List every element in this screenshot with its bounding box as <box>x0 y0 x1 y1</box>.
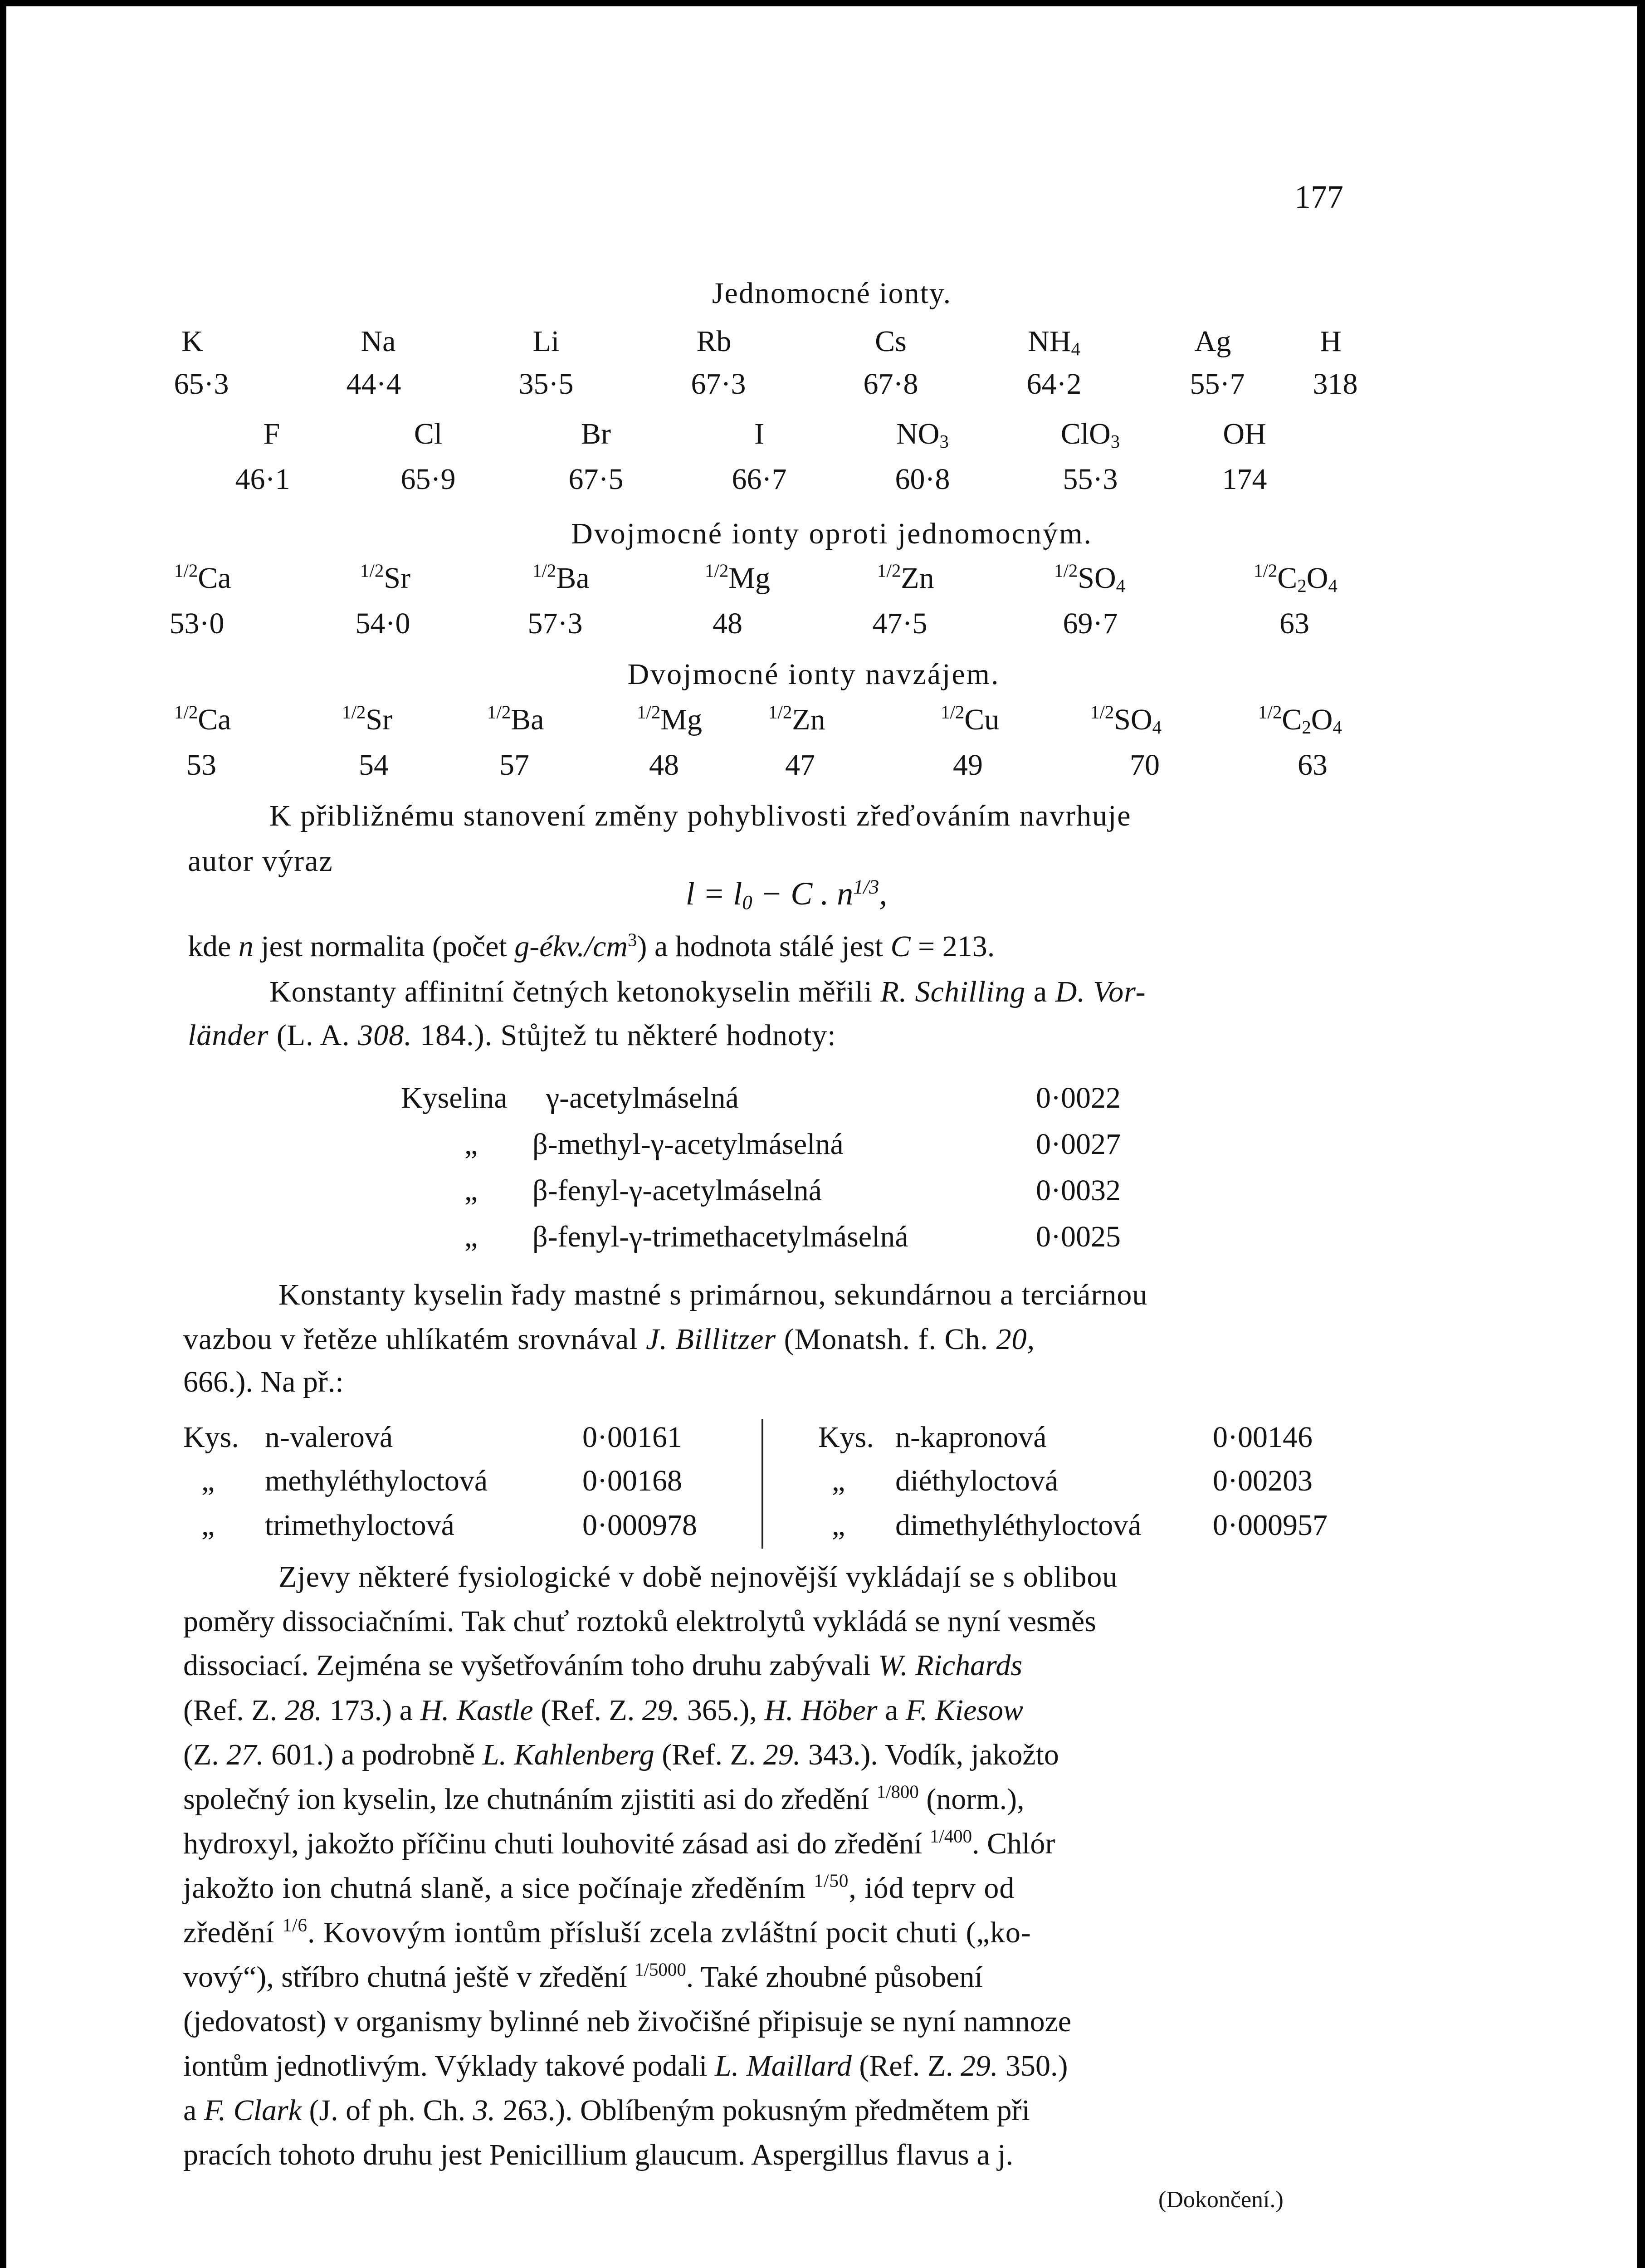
acid-constant: 0·000978 <box>582 1509 697 1542</box>
ion-symbol: $^{1/2}$Zn <box>768 702 825 736</box>
acid-constant: 0·00203 <box>1213 1464 1313 1497</box>
paragraph-line: a F. Clark (J. of ph. Ch. 3. 263.). Oblíbeným pokusným předmětem při <box>183 2094 1030 2127</box>
ion-symbol: OH <box>1223 417 1266 450</box>
ion-symbol: $^{1/2}C_2O_4$ <box>1254 560 1337 596</box>
acid-prefix: „ <box>832 1509 845 1542</box>
acid-name: β-fenyl-γ-trimethacetylmáselná <box>532 1220 908 1253</box>
paragraph-line: Zjevy některé fysiologické v době nejnovější vykládají se s oblibou <box>278 1560 1118 1593</box>
acid-constant: 0·0027 <box>1036 1128 1121 1161</box>
paragraph-line: vový“), stříbro chutná ještě v zředění $^{1/5000}$. Také zhoubné působení <box>183 1959 983 1994</box>
mobility-value: 60·8 <box>895 463 950 496</box>
ion-symbol: $NO_3$ <box>896 417 949 452</box>
ion-symbol: $^{1/2}SO_4$ <box>1054 560 1126 596</box>
acid-prefix: „ <box>464 1174 478 1207</box>
mobility-value: 70 <box>1130 748 1160 782</box>
ion-symbol: Rb <box>696 325 732 358</box>
acid-constant: 0·0022 <box>1036 1081 1121 1114</box>
acid-constant: 0·0032 <box>1036 1174 1121 1207</box>
ion-symbol: $^{1/2}$Ca <box>174 560 231 595</box>
acid-prefix: „ <box>464 1220 478 1253</box>
acid-name: dimethyléthyloctová <box>895 1509 1142 1542</box>
mobility-value: 67·5 <box>568 463 624 496</box>
acid-prefix: Kys. <box>183 1421 239 1454</box>
paragraph-line: länder (L. A. 308. 184.). Stůjtež tu některé hodnoty: <box>188 1019 836 1052</box>
acid-constant: 0·0025 <box>1036 1220 1121 1253</box>
acid-prefix: „ <box>464 1128 478 1161</box>
mobility-value: 48 <box>649 748 679 782</box>
acid-constant: 0·000957 <box>1213 1509 1328 1542</box>
ion-symbol: H <box>1320 325 1342 358</box>
ion-symbol: $^{1/2}$Sr <box>342 702 392 736</box>
acid-prefix: „ <box>201 1509 215 1542</box>
acid-name: γ-acetylmáselná <box>546 1081 739 1114</box>
ion-symbol: Na <box>361 325 396 358</box>
paragraph-line: Konstanty kyselin řady mastné s primárnou, sekundárnou a terciárnou <box>278 1278 1148 1311</box>
paragraph-line: hydroxyl, jakožto příčinu chuti louhovité zásad asi do zředění $^{1/400}$. Chlór <box>183 1826 1055 1860</box>
mobility-value: 55·3 <box>1063 463 1118 496</box>
ion-symbol: ClO$_3$ <box>1060 417 1120 452</box>
mobility-value: 174 <box>1222 463 1267 496</box>
formula: $l = l_0 - C$ . $n^{1/3}$, <box>685 875 888 914</box>
ion-symbol: $^{1/2}SO_4$ <box>1090 702 1162 738</box>
ion-symbol: $^{1/2}$Zn <box>877 560 934 595</box>
mobility-value: 57 <box>499 748 529 782</box>
mobility-value: 47·5 <box>872 607 927 640</box>
paragraph-line: pracích tohoto druhu jest Penicillium glaucum. Aspergillus flavus a j. <box>183 2138 1013 2171</box>
ion-symbol: $^{1/2}$Ba <box>532 560 590 595</box>
paragraph-line: autor výraz <box>188 845 333 878</box>
ion-symbol: K <box>181 325 203 358</box>
acid-name: trimethyloctová <box>265 1509 454 1542</box>
mobility-value: 318 <box>1313 367 1358 401</box>
mobility-value: 53 <box>186 748 216 782</box>
acid-name: β-fenyl-γ-acetylmáselná <box>532 1174 822 1207</box>
mobility-value: 57·3 <box>527 607 583 640</box>
acid-constant: 0·00168 <box>582 1464 682 1497</box>
ion-symbol: $^{1/2}$Mg <box>705 560 770 595</box>
acid-prefix: „ <box>201 1464 215 1497</box>
acid-name: n-kapronová <box>895 1421 1047 1454</box>
acid-prefix: Kys. <box>818 1421 874 1454</box>
paragraph-line: K přibližnému stanovení změny pohyblivosti zřeďováním navrhuje <box>269 799 1132 832</box>
ion-symbol: $^{1/2}$Ba <box>487 702 544 736</box>
paragraph-line: iontům jednotlivým. Výklady takové podali L. Maillard (Ref. Z. 29. 350.) <box>183 2049 1068 2082</box>
mobility-value: 49 <box>953 748 983 782</box>
mobility-value: 69·7 <box>1063 607 1118 640</box>
ion-symbol: I <box>754 417 764 450</box>
mobility-value: 63 <box>1298 748 1328 782</box>
mobility-value: 35·5 <box>518 367 574 401</box>
mobility-value: 47 <box>785 748 815 782</box>
ion-symbol: $^{1/2}$Mg <box>637 702 702 736</box>
ion-symbol: $^{1/2}C_2O_4$ <box>1258 702 1342 738</box>
mobility-value: 55·7 <box>1190 367 1245 401</box>
page <box>6 6 1637 2268</box>
acid-prefix: „ <box>832 1464 845 1497</box>
paragraph-line: vazbou v řetěze uhlíkatém srovnával J. Billitzer (Monatsh. f. Ch. 20, <box>183 1323 1035 1356</box>
acid-constant: 0·00146 <box>1213 1421 1313 1454</box>
mobility-value: 67·8 <box>863 367 918 401</box>
ion-symbol: $NH_4$ <box>1028 325 1080 359</box>
paragraph-line: Konstanty affinitní četných ketonokyselin měřili R. Schilling a D. Vor- <box>269 975 1146 1008</box>
ion-symbol: Br <box>581 417 611 450</box>
mobility-value: 48 <box>713 607 742 640</box>
paragraph-line: (jedovatost) v organismy bylinné neb živočišné připisuje se nyní namnoze <box>183 2005 1072 2038</box>
mobility-value: 67·3 <box>691 367 746 401</box>
page-number: 177 <box>1294 179 1343 215</box>
mobility-value: 66·7 <box>732 463 787 496</box>
mobility-value: 65·9 <box>400 463 456 496</box>
paragraph-line: 666.). Na př.: <box>183 1365 344 1398</box>
ion-symbol: $^{1/2}$Sr <box>360 560 410 595</box>
ion-symbol: Cs <box>875 325 907 358</box>
paragraph-line: jakožto ion chutná slaně, a sice počínaje zředěním $^{1/50}$, iód teprv od <box>183 1870 1015 1905</box>
acid-prefix: Kyselina <box>401 1081 508 1114</box>
monovalent-heading: Jednomocné ionty. <box>712 277 952 310</box>
table-divider <box>761 1419 763 1549</box>
acid-name: n-valerová <box>265 1421 393 1454</box>
acid-name: diéthyloctová <box>895 1464 1059 1497</box>
divalent-vs-mono-heading: Dvojmocné ionty oproti jednomocným. <box>571 517 1093 550</box>
paragraph-line: zředění $^{1/6}$. Kovovým iontům přísluší zcela zvláštní pocit chuti („ko- <box>183 1915 1031 1949</box>
mobility-value: 46·1 <box>235 463 290 496</box>
mobility-value: 44·4 <box>346 367 401 401</box>
mobility-value: 54 <box>359 748 389 782</box>
mobility-value: 53·0 <box>169 607 225 640</box>
acid-constant: 0·00161 <box>582 1421 682 1454</box>
paragraph-line: (Z. 27. 601.) a podrobně L. Kahlenberg (Ref. Z. 29. 343.). Vodík, jakožto <box>183 1738 1059 1771</box>
mobility-value: 63 <box>1279 607 1309 640</box>
paragraph-line: dissociací. Zejména se vyšetřováním toho druhu zabývali W. Richards <box>183 1649 1023 1682</box>
paragraph-line: společný ion kyselin, lze chutnáním zjistiti asi do zředění $^{1/800}$ (norm.), <box>183 1781 1025 1816</box>
ion-symbol: Li <box>532 325 560 358</box>
divalent-mutual-heading: Dvojmocné ionty navzájem. <box>627 658 1000 691</box>
ion-symbol: $^{1/2}$Cu <box>941 702 1000 736</box>
mobility-value: 65·3 <box>174 367 229 401</box>
mobility-value: 54·0 <box>355 607 410 640</box>
ion-symbol: $^{1/2}$Ca <box>174 702 231 736</box>
paragraph-line: kde n jest normalita (počet $g-ékv./cm^3$) a hodnota stálé jest C = 213. <box>188 929 995 963</box>
ion-symbol: Cl <box>414 417 443 450</box>
paragraph-line: (Ref. Z. 28. 173.) a H. Kastle (Ref. Z. 29. 365.), H. Höber a F. Kiesow <box>183 1694 1024 1727</box>
continued-note: (Dokončení.) <box>1158 2187 1284 2213</box>
ion-symbol: Ag <box>1194 325 1231 358</box>
acid-name: methyléthyloctová <box>265 1464 488 1497</box>
ion-symbol: F <box>263 417 280 450</box>
paragraph-line: poměry dissociačními. Tak chuť roztoků elektrolytů vykládá se nyní vesměs <box>183 1605 1096 1638</box>
acid-name: β-methyl-γ-acetylmáselná <box>532 1128 844 1161</box>
mobility-value: 64·2 <box>1026 367 1082 401</box>
